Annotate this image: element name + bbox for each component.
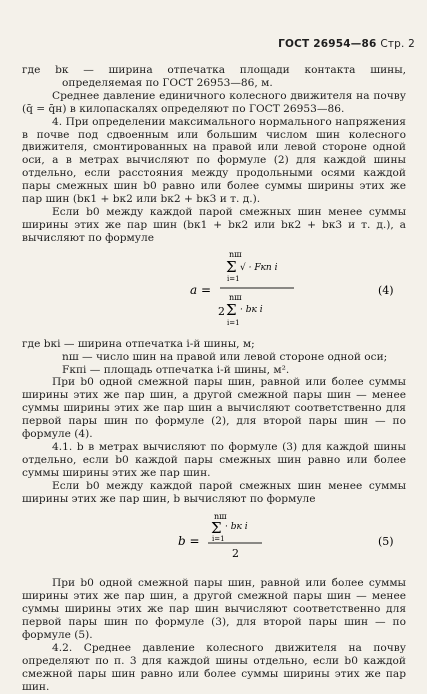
formula-5-lower-limit: i=1 [212, 535, 225, 544]
formula-4-den-coefficient: 2 [218, 304, 225, 318]
document-body [22, 64, 406, 694]
formula-4-den-lower-limit: i=1 [227, 318, 240, 327]
formula-5-upper-limit: nш [214, 512, 227, 522]
page-number: Стр. 2 [380, 38, 415, 50]
formula-4-lhs: a = [190, 282, 212, 297]
paragraph-section-4-1: 4.1. b в метрах вычисляют по формуле (3) для каждой шины отдельно, если b0 каждой пары смежных шин равно или более суммы ширины этих же пар шин. [22, 440, 406, 479]
formula-4-den-sum-sign: Σ [226, 300, 237, 319]
formula-5-number: (5) [378, 535, 394, 549]
paragraph-mixed-pairs-a: При b0 одной смежной пары шин, равной или более суммы ширины этих же пар шин, а другой смежной пары шин — менее суммы ширины этих же пар шин a вычисляют соответственно для первой пары шин по формуле (2), для второй пары шин — по формуле (4). [22, 376, 406, 441]
paragraph-formula-4-intro: Если b0 между каждой парой смежных шин менее суммы ширины этих же пар шин (bк1 + bк2 или bк2 + bк3 и т. д.), a вычисляют по формуле [22, 205, 406, 244]
formula-5-sum-sign: Σ [211, 519, 222, 538]
paragraph-fkpi-definition: Fкпi — площадь отпечатка i-й шины, м². [62, 363, 290, 376]
paragraph-nsh-definition: nш — число шин на правой или левой стороне одной оси; [62, 350, 388, 363]
formula-4-numerator-term: √ · Fкп i [240, 262, 278, 273]
formula-4 [22, 248, 406, 334]
formula-4-sum-sign: Σ [226, 257, 237, 276]
page-header [278, 38, 415, 50]
paragraph-formula-5-intro: Если b0 между каждой парой смежных шин менее суммы ширины этих же пар шин, b вычисляют по формуле [22, 479, 406, 505]
paragraph-section-4: 4. При определении максимального нормального напряжения в почве под сдвоенным или большим числом шин колесного движителя, смонтированных на правой или левой стороне одной оси, a в метрах вычисляют по формуле (2) для каждой шины отдельно, если расстояния между продольными осями каждой пары смежных шин b0 равно или более суммы ширины этих же пар шин (bк1 + bк2 или bк2 + bк3 и т. д.). [22, 115, 406, 206]
paragraph-bk-definition: где bк — ширина отпечатка площади контакта шины, определяемая по ГОСТ 26953—86, м. [22, 64, 406, 89]
formula-4-upper-limit: nш [229, 249, 242, 259]
formula-5 [22, 511, 406, 569]
formula-5-lhs: b = [178, 534, 200, 549]
paragraph-bki-definition: где bкi — ширина отпечатка i-й шины, м; [22, 337, 255, 350]
paragraph-mixed-pairs-b: При b0 одной смежной пары шин, равной или более суммы ширины этих же пар шин, а другой смежной пары шин — менее суммы ширины этих же пар шин вычисляют соответственно для первой пары шин по формуле (3), для второй пары шин — по формуле (5). [22, 577, 406, 642]
formula-4-number: (4) [378, 283, 394, 297]
formula-4-den-upper-limit: nш [229, 292, 242, 302]
formula-5-denominator: 2 [232, 547, 239, 561]
formula-5-numerator-term: · bк i [225, 522, 248, 533]
standard-title: ГОСТ 26954—86 [278, 38, 377, 50]
formula-4-denominator-term: · bк i [240, 304, 263, 315]
formula-4-graphic [22, 248, 406, 334]
paragraph-average-pressure: Среднее давление единичного колесного движителя на почву (q̄ = q̄н) в килопаскалях определяют по ГОСТ 26953—86. [22, 89, 406, 115]
formula-5-graphic [22, 511, 406, 569]
formula-4-lower-limit: i=1 [227, 274, 240, 283]
paragraph-section-4-2: 4.2. Среднее давление колесного движителя на почву определяют по п. 3 для каждой шины отдельно, если b0 каждой смежной пары шин равно или более суммы ширины этих же пар шин. [22, 642, 406, 693]
